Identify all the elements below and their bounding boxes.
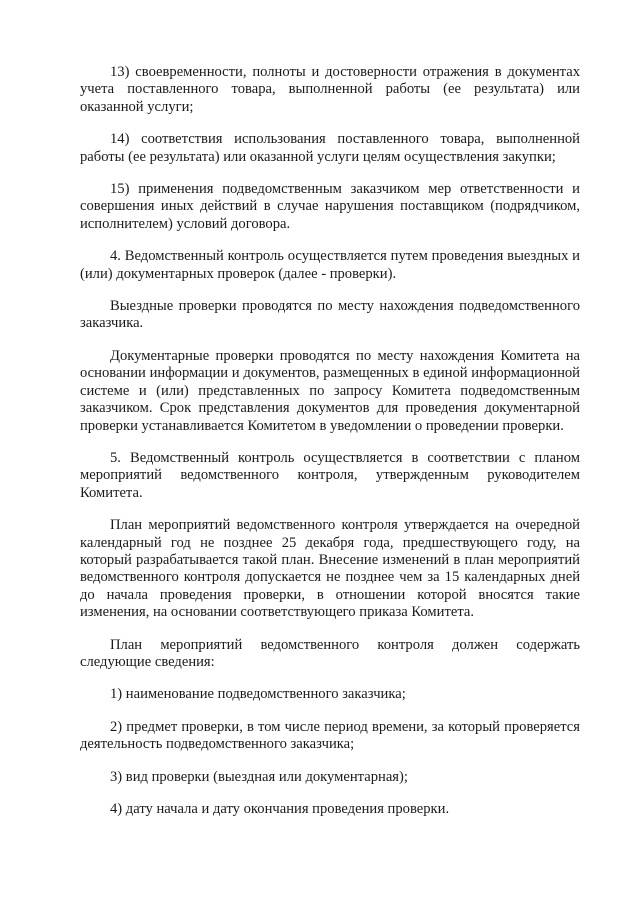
list-item-4: 4) дату начала и дату окончания проведения проверки. bbox=[110, 801, 450, 817]
paragraph-item-13: 13) своевременности, полноты и достоверности отражения в документах учета поставленного товара, выполненной работы (ее результата) или оказанной услуги; bbox=[80, 64, 580, 115]
list-item-2: 2) предмет проверки, в том числе период времени, за который проверяется деятельность подведомственного заказчика; bbox=[80, 718, 580, 753]
paragraph-plan-contents: План мероприятий ведомственного контроля должен содержать следующие сведения: bbox=[80, 636, 580, 670]
list-item-3: 3) вид проверки (выездная или документарная); bbox=[110, 768, 408, 785]
paragraph-item-14: 14) соответствия использования поставленного товара, выполненной работы (ее результата) или оказанной услуги целям осуществления закупки; bbox=[80, 131, 580, 165]
document-body bbox=[80, 64, 580, 833]
paragraph-plan-approval: План мероприятий ведомственного контроля утверждается на очередной календарный год не позднее 25 декабря года, предшествующего году, на который разрабатывается такой план. Внесение изменений в план мероприятий ведомственного контроля допускается не позднее чем за 15 календарных дней до начала проведения проверки, в отношении которой вносятся такие изменения, на основании соответствующего приказа Комитета. bbox=[80, 517, 580, 621]
paragraph-onsite-inspections: Выездные проверки проводятся по месту нахождения подведомственного заказчика. bbox=[80, 298, 580, 332]
paragraph-section-5: 5. Ведомственный контроль осуществляется в соответствии с планом мероприятий ведомственного контроля, утвержденным руководителем Комитета. bbox=[80, 449, 580, 501]
paragraph-documentary-inspections: Документарные проверки проводятся по месту нахождения Комитета на основании информации и документов, размещенных в единой информационной системе и (или) представленных по запросу Комитета подведомственным заказчиком. Срок представления документов для проведения документарной проверки устанавливается Комитетом в уведомлении о проведении проверки. bbox=[80, 347, 580, 434]
list-item-1: 1) наименование подведомственного заказчика; bbox=[110, 686, 406, 703]
paragraph-section-4: 4. Ведомственный контроль осуществляется путем проведения выездных и (или) документарных проверок (далее - проверки). bbox=[80, 248, 580, 282]
paragraph-item-15: 15) применения подведомственным заказчиком мер ответственности и совершения иных действий в случае нарушения поставщиком (подрядчиком, исполнителем) условий договора. bbox=[80, 181, 580, 232]
